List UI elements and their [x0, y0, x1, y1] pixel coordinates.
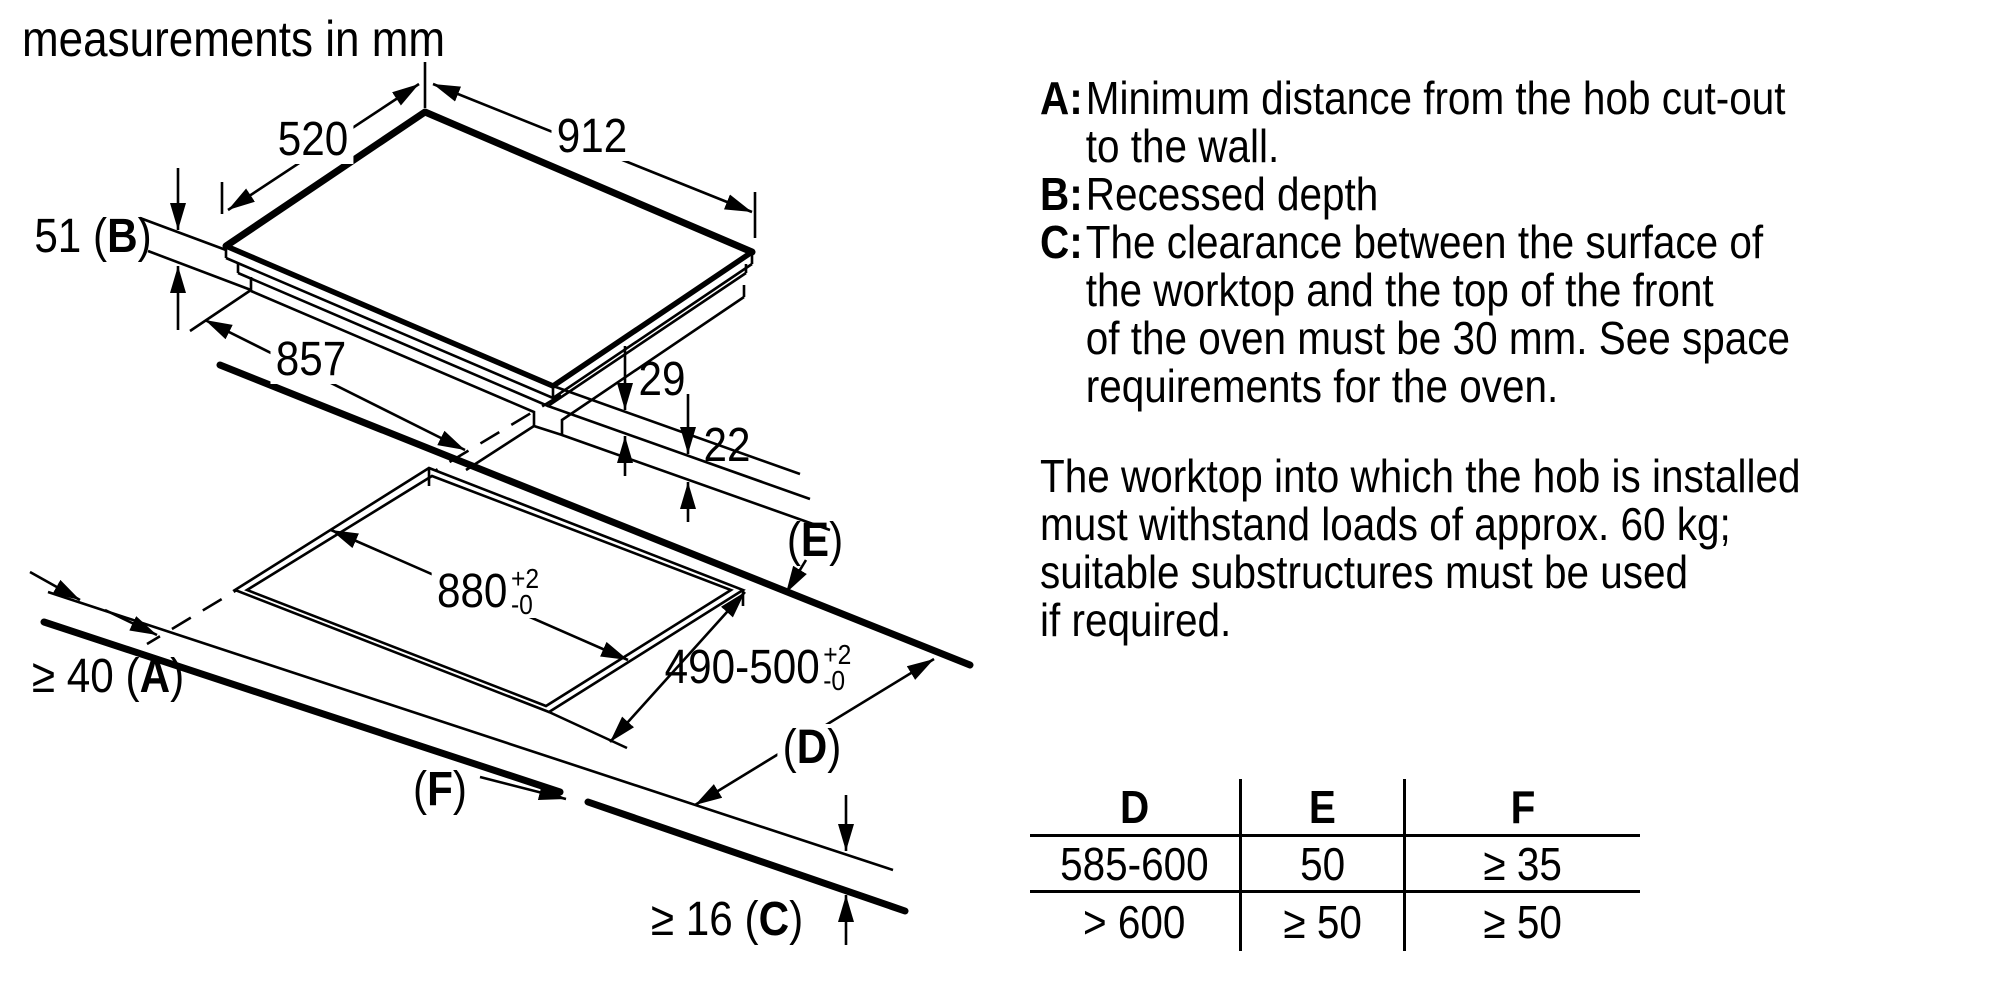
legend: A: Minimum distance from the hob cut-out to the wall. B: Recessed depth C: The clearance between the surface of the worktop and the top of the front of the oven must be 30 mm. See space requirements for the oven.	[1040, 72, 1791, 412]
table-cell: 50	[1242, 837, 1406, 893]
dim-label-51B: 51 ( B )	[34, 210, 152, 263]
legend-item-A: A: Minimum distance from the hob cut-out	[1040, 72, 1786, 124]
dim-label-490-500: 490-500 +2 -0	[664, 639, 852, 696]
table-cell: ≥ 50	[1483, 896, 1563, 948]
dim-label-22: 22	[703, 419, 751, 472]
table-header-F: F	[1406, 779, 1640, 837]
dim-label-29: 29	[638, 353, 686, 406]
dim-label-857: 857	[270, 336, 351, 384]
table-cell: 585-600	[1030, 837, 1242, 893]
legend-item-B: B: Recessed depth	[1040, 168, 1379, 220]
legend-item-C: C: The clearance between the surface of	[1040, 216, 1764, 268]
table-header-E: E	[1242, 779, 1406, 837]
clearance-table	[1030, 779, 1640, 951]
page-title: measurements in mm	[22, 11, 446, 67]
dim-label-520: 520	[272, 116, 353, 164]
table-cell: ≥ 35	[1406, 837, 1640, 893]
table-cell: ≥ 50	[1242, 893, 1406, 951]
table-header-D: D	[1030, 779, 1242, 837]
dim-label-C: ≥ 16 ( C )	[650, 893, 804, 946]
dim-label-880: 880 +2 -0	[432, 566, 545, 618]
label-D: ( D )	[777, 724, 846, 772]
label-F: ( F )	[413, 763, 467, 816]
dim-label-A: ≥ 40 ( A )	[31, 650, 185, 703]
dim-label-912: 912	[551, 113, 632, 161]
label-E: ( E )	[786, 514, 844, 567]
load-note: The worktop into which the hob is installed must withstand loads of approx. 60 kg; suitable substructures must be used if required.	[1040, 450, 1801, 646]
table-cell: > 600	[1030, 893, 1242, 951]
